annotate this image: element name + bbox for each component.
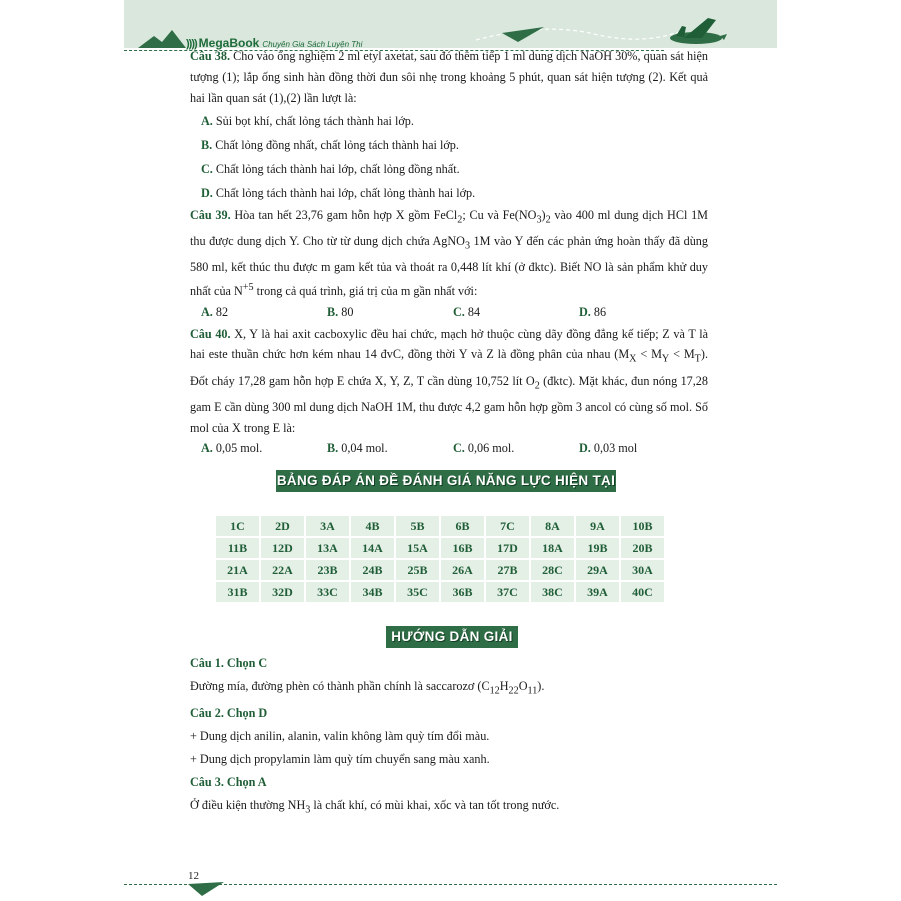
answer-cell: 11B [215, 537, 260, 559]
solution-2-line-1: + Dung dịch anilin, alanin, valin không làm quỳ tím đổi màu. [190, 729, 490, 744]
answer-cell: 34B [350, 581, 395, 603]
answer-cell: 18A [530, 537, 575, 559]
solution-1-heading: Câu 1. Chọn C [190, 656, 268, 670]
answer-cell: 24B [350, 559, 395, 581]
paper-plane-icon [502, 27, 544, 42]
solution-3-text: Ở điều kiện thường $NH_3$ là chất khí, có mùi khai, xốc và tan tốt trong nước. [190, 798, 560, 816]
answer-cell: 29A [575, 559, 620, 581]
answer-cell: 16B [440, 537, 485, 559]
solution-1-text: Đường mía, đường phèn có thành phần chính là saccarozơ $(C_{12}H_{22}O_{11})$. [190, 679, 545, 697]
answer-cell: 38C [530, 581, 575, 603]
footer-plane-icon [188, 880, 228, 898]
answer-cell: 30A [620, 559, 665, 581]
answer-cell: 2D [260, 515, 305, 537]
answer-row [215, 515, 665, 537]
answer-cell: 7C [485, 515, 530, 537]
option-d: D. 0,03 mol [579, 441, 638, 456]
page-number: 12 [188, 870, 199, 882]
answer-cell: 33C [305, 581, 350, 603]
option-b: B. 80 [327, 304, 354, 319]
answer-key-table [214, 514, 666, 604]
option-c: C. 0,06 mol. [453, 441, 515, 456]
question-40: Câu 40. X, Y là hai axit cacboxylic đều hai chức, mạch hở thuộc cùng dãy đồng đẳng kế tiếp; Z và T là hai este thuần chức hơn kém nhau 14 đvC, đồng thời Y và Z là đồng phân của nhau $(M_X < M_Y < M_T)$. Đốt cháy 17,28 gam hỗn hợp E chứa X, Y, Z, T cần dùng 10,752 lít $O_2$ (đktc). Mặt khác, đun nóng 17,28 gam E cần dùng 300 ml dung dịch NaOH 1M, thu được 4,2 gam hỗn hợp gồm 3 ancol có cùng số mol. Số mol của X trong E là: [190, 326, 709, 435]
option-d: D. 86 [579, 304, 607, 319]
answer-cell: 10B [620, 515, 665, 537]
answer-cell: 26A [440, 559, 485, 581]
option-c: C. Chất lỏng tách thành hai lớp, chất lỏng đồng nhất. [201, 161, 460, 176]
answer-cell: 23B [305, 559, 350, 581]
options-row [190, 438, 708, 459]
answer-cell: 14A [350, 537, 395, 559]
answer-cell: 31B [215, 581, 260, 603]
solution-3-heading: Câu 3. Chọn A [190, 775, 267, 790]
answer-cell: 4B [350, 515, 395, 537]
answer-row [215, 559, 665, 581]
answer-cell: 27B [485, 559, 530, 581]
answer-cell: 5B [395, 515, 440, 537]
brand-bars: )))) [186, 38, 197, 50]
answer-cell: 36B [440, 581, 485, 603]
solution-banner: HƯỚNG DẪN GIẢI [386, 626, 518, 648]
answer-cell: 39A [575, 581, 620, 603]
solution-2-line-2: + Dung dịch propylamin làm quỳ tím chuyển sang màu xanh. [190, 752, 490, 767]
brand-name: MegaBook [198, 36, 260, 50]
answer-cell: 9A [575, 515, 620, 537]
header-band [124, 0, 777, 48]
answer-cell: 13A [305, 537, 350, 559]
question-block [190, 44, 708, 459]
answer-cell: 3A [305, 515, 350, 537]
question-label: Câu 40. [190, 326, 231, 341]
question-label: Câu 38. [190, 49, 231, 63]
option-b: B. 0,04 mol. [327, 441, 388, 456]
question-text: Cho vào ống nghiệm 2 ml etyl axetat, sau đó thêm tiếp 1 ml dung dịch NaOH 30%, quan sát hiện tượng (1); lắp ống sinh hàn đồng thời đun sôi nhẹ trong khoảng 5 phút, quan sát hiện tượng (2). Kết quả hai lần quan sát (1),(2) lần lượt là: [190, 49, 709, 105]
option-a: A. Sủi bọt khí, chất lỏng tách thành hai lớp. [201, 114, 414, 129]
answer-cell: 25B [395, 559, 440, 581]
answer-key-banner: BẢNG ĐÁP ÁN ĐỀ ĐÁNH GIÁ NĂNG LỰC HIỆN TẠI [276, 470, 616, 492]
answer-cell: 17D [485, 537, 530, 559]
answer-cell: 1C [215, 515, 260, 537]
solution-2-heading: Câu 2. Chọn D [190, 706, 268, 721]
option-a: A. 82 [201, 304, 229, 319]
answer-cell: 37C [485, 581, 530, 603]
option-b: B. Chất lỏng đồng nhất, chất lỏng tách thành hai lớp. [201, 138, 459, 153]
question-38 [190, 44, 708, 108]
answer-cell: 28C [530, 559, 575, 581]
book-page [124, 0, 777, 901]
answer-cell: 12D [260, 537, 305, 559]
answer-cell: 20B [620, 537, 665, 559]
question-39: Câu 39. Hòa tan hết 23,76 gam hỗn hợp X gồm FeCl$_2$; Cu và $Fe(NO_3)_2$ vào 400 ml dung dịch HCl 1M thu được dung dịch Y. Cho từ từ dung dịch chứa AgNO$_3$ 1M vào Y đến các phản ứng hoàn thấy đã dùng 580 ml, kết thúc thu được m gam kết tủa và thoát ra 0,448 lít khí (ở đktc). Biết NO là sản phẩm khử duy nhất của $N^{+5}$ trong cả quá trình, giá trị của m gần nhất với: [190, 207, 708, 298]
options-row [190, 302, 708, 323]
answer-cell: 21A [215, 559, 260, 581]
answer-row [215, 581, 665, 603]
answer-cell: 6B [440, 515, 485, 537]
answer-row [215, 537, 665, 559]
mountain-icon [138, 30, 186, 48]
answer-cell: 22A [260, 559, 305, 581]
answer-cell: 8A [530, 515, 575, 537]
answer-cell: 15A [395, 537, 440, 559]
option-c: C. 84 [453, 304, 481, 319]
option-a: A. 0,05 mol. [201, 441, 263, 456]
question-label: Câu 39. [190, 207, 231, 222]
answer-cell: 40C [620, 581, 665, 603]
solution-block [190, 652, 708, 822]
answer-cell: 19B [575, 537, 620, 559]
airplane-icon [670, 18, 727, 44]
answer-cell: 32D [260, 581, 305, 603]
answer-cell: 35C [395, 581, 440, 603]
option-d: D. Chất lỏng tách thành hai lớp, chất lỏng thành hai lớp. [201, 185, 476, 200]
brand-tagline: Chuyên Gia Sách Luyện Thi [262, 40, 363, 49]
